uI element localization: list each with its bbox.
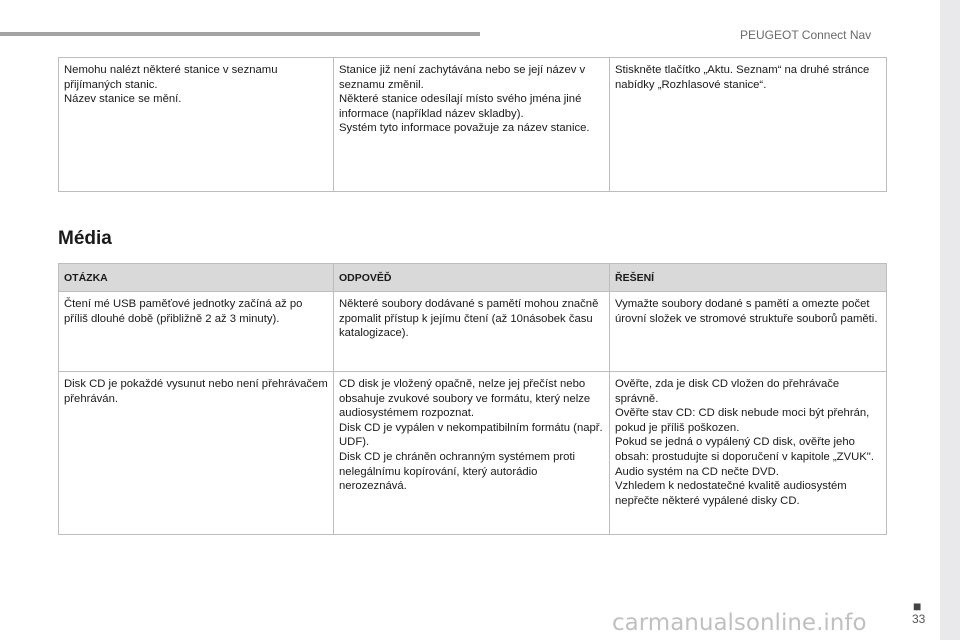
table-cell-question: Disk CD je pokaždé vysunut nebo není přehrávačem přehráván. xyxy=(59,372,334,535)
header-bar xyxy=(0,32,480,36)
table-cell-answer: Některé soubory dodávané s pamětí mohou značně zpomalit přístup k jejímu čtení (až 10násobek času katalogizace). xyxy=(334,292,610,372)
table-cell-answer: Stanice již není zachytávána nebo se její název v seznamu změnil. Některé stanice odesílají místo svého jména jiné informace (například název skladby). Systém tyto informace považuje za název stanice. xyxy=(334,58,610,192)
watermark: carmanualsonline.info xyxy=(612,610,867,636)
column-header-question: OTÁZKA xyxy=(59,264,334,292)
column-header-answer: ODPOVĚĎ xyxy=(334,264,610,292)
media-troubleshooting-table xyxy=(58,263,887,535)
table-cell-question: Nemohu nalézt některé stanice v seznamu přijímaných stanic. Název stanice se mění. xyxy=(59,58,334,192)
table-cell-solution: Stiskněte tlačítko „Aktu. Seznam“ na druhé stránce nabídky „Rozhlasové stanice“. xyxy=(610,58,887,192)
table-cell-question: Čtení mé USB paměťové jednotky začíná až po příliš dlouhé době (přibližně 2 až 3 minuty). xyxy=(59,292,334,372)
table-row xyxy=(59,292,887,372)
table-cell-solution: Ověřte, zda je disk CD vložen do přehrávače správně. Ověřte stav CD: CD disk nebude moci být přehrán, pokud je příliš poškozen. Pokud se jedná o vypálený CD disk, ověřte jeho obsah: prostudujte si doporučení v kapitole „ZVUK". Audio systém na CD nečte DVD. Vzhledem k nedostatečné kvalitě audiosystém nepřečte některé vypálené disky CD. xyxy=(610,372,887,535)
table-cell-solution: Vymažte soubory dodané s pamětí a omezte počet úrovní složek ve stromové struktuře souborů paměti. xyxy=(610,292,887,372)
table-row xyxy=(59,372,887,535)
section-title-media: Média xyxy=(58,228,112,249)
table-row xyxy=(59,58,887,192)
page-marker-dot: ■ xyxy=(913,598,922,614)
page-edge-strip xyxy=(940,0,960,640)
table-header-row xyxy=(59,264,887,292)
page-number: 33 xyxy=(912,612,926,626)
header-title: PEUGEOT Connect Nav xyxy=(740,28,872,42)
table-cell-answer: CD disk je vložený opačně, nelze jej přečíst nebo obsahuje zvukové soubory ve formátu, který nelze audiosystémem rozpoznat. Disk CD je vypálen v nekompatibilním formátu (např. UDF). Disk CD je chráněn ochranným systémem proti nelegálnímu kopírování, který autorádio nerozeznává. xyxy=(334,372,610,535)
radio-troubleshooting-table xyxy=(58,57,887,192)
column-header-solution: ŘEŠENÍ xyxy=(610,264,887,292)
